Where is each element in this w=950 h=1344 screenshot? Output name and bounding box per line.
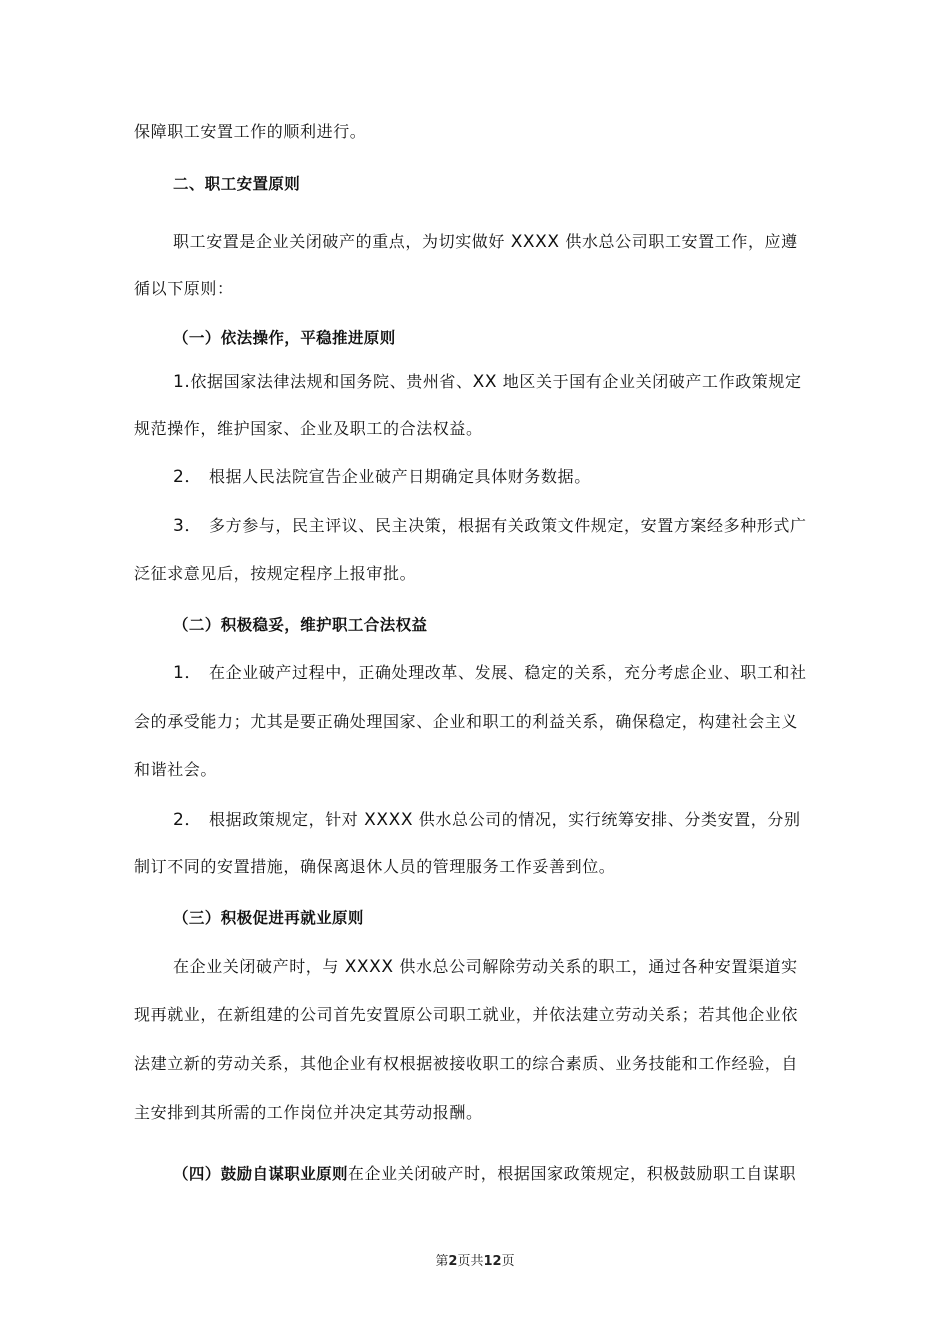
paragraph-line <box>173 1163 796 1185</box>
list-number: 1. <box>173 372 191 392</box>
paragraph-line <box>173 231 798 253</box>
paragraph-line <box>134 856 615 878</box>
list-item <box>173 809 801 831</box>
text-run: 供水总公司职工安置工作，应遵 <box>559 232 798 251</box>
text-run: 根据政策规定，针对 <box>209 810 365 829</box>
text-run: XXXX <box>510 232 560 252</box>
paragraph-line <box>134 278 234 300</box>
list-number: 3． <box>173 516 203 536</box>
paragraph-line <box>134 1102 483 1124</box>
list-item <box>173 662 807 684</box>
text-run: 现再就业，在新组建的公司首先安置原公司职工就业，并依法建立劳动关系；若其他企业依 <box>134 1005 799 1024</box>
list-number: 1． <box>173 663 203 683</box>
list-number: 2． <box>173 467 203 487</box>
footer-text: 第 <box>435 1254 449 1269</box>
footer-text: 页共 <box>457 1254 484 1269</box>
text-run: 在企业破产过程中，正确处理改革、发展、稳定的关系，充分考虑企业、职工和社 <box>209 663 807 682</box>
heading-text: 二、职工安置原则 <box>173 175 301 193</box>
paragraph-line <box>134 1004 798 1026</box>
subsection-heading <box>173 614 427 636</box>
paragraph-line <box>134 759 217 781</box>
text-run: 会的承受能力；尤其是要正确处理国家、企业和职工的利益关系，确保稳定，构建社会主义 <box>134 712 799 731</box>
list-item <box>173 466 591 488</box>
text-run: 多方参与，民主评议、民主决策，根据有关政策文件规定，安置方案经多种形式广 <box>209 516 807 535</box>
text-run: 制订不同的安置措施，确保离退休人员的管理服务工作妥善到位。 <box>134 857 616 876</box>
text-run: 法建立新的劳动关系，其他企业有权根据被接收职工的综合素质、业务技能和工作经验，自 <box>134 1054 799 1073</box>
text-run: 在企业关闭破产时，根据国家政策规定，积极鼓励职工自谋职 <box>347 1164 797 1183</box>
paragraph-line <box>134 418 483 440</box>
paragraph-line <box>134 1053 798 1075</box>
text-run: 在企业关闭破产时，与 <box>173 957 345 976</box>
heading-text: （二）积极稳妥，维护职工合法权益 <box>173 616 428 634</box>
list-item <box>173 515 807 537</box>
page-footer <box>0 1253 950 1271</box>
text-run: XXXX <box>364 810 414 830</box>
text-run: 循以下原则： <box>134 279 234 298</box>
text-run: 规范操作，维护国家、企业及职工的合法权益。 <box>134 419 483 438</box>
text-run: 供水总公司解除劳动关系的职工，通过各种安置渠道实 <box>393 957 798 976</box>
subsection-heading <box>173 327 396 349</box>
list-item <box>173 371 802 393</box>
text-run: XXXX <box>344 957 394 977</box>
paragraph-line <box>173 956 798 978</box>
paragraph-line <box>134 563 416 585</box>
text-run: 依据国家法律法规和国务院、贵州省、 <box>190 372 473 391</box>
text-run: XX <box>472 372 498 392</box>
paragraph-line <box>134 711 798 733</box>
subsection-heading <box>173 907 364 929</box>
text-run: 根据人民法院宣告企业破产日期确定具体财务数据。 <box>209 467 591 486</box>
page-number: 2 <box>448 1254 458 1269</box>
text-run: 地区关于国有企业关闭破产工作政策规定 <box>497 372 802 391</box>
text-run: 主安排到其所需的工作岗位并决定其劳动报酬。 <box>134 1103 483 1122</box>
section-heading <box>173 173 300 195</box>
text-run: 和谐社会。 <box>134 760 218 779</box>
total-pages: 12 <box>483 1254 502 1269</box>
text-run: 职工安置是企业关闭破产的重点，为切实做好 <box>173 232 511 251</box>
footer-text: 页 <box>501 1254 515 1269</box>
list-number: 2． <box>173 810 203 830</box>
text-run: 泛征求意见后，按规定程序上报审批。 <box>134 564 417 583</box>
paragraph-line <box>134 121 366 143</box>
text-run: 保障职工安置工作的顺利进行。 <box>134 122 367 141</box>
heading-text: （一）依法操作，平稳推进原则 <box>173 329 396 347</box>
subsection-heading: （四）鼓励自谋职业原则 <box>173 1165 348 1183</box>
heading-text: （三）积极促进再就业原则 <box>173 909 364 927</box>
text-run: 供水总公司的情况，实行统筹安排、分类安置，分别 <box>413 810 801 829</box>
